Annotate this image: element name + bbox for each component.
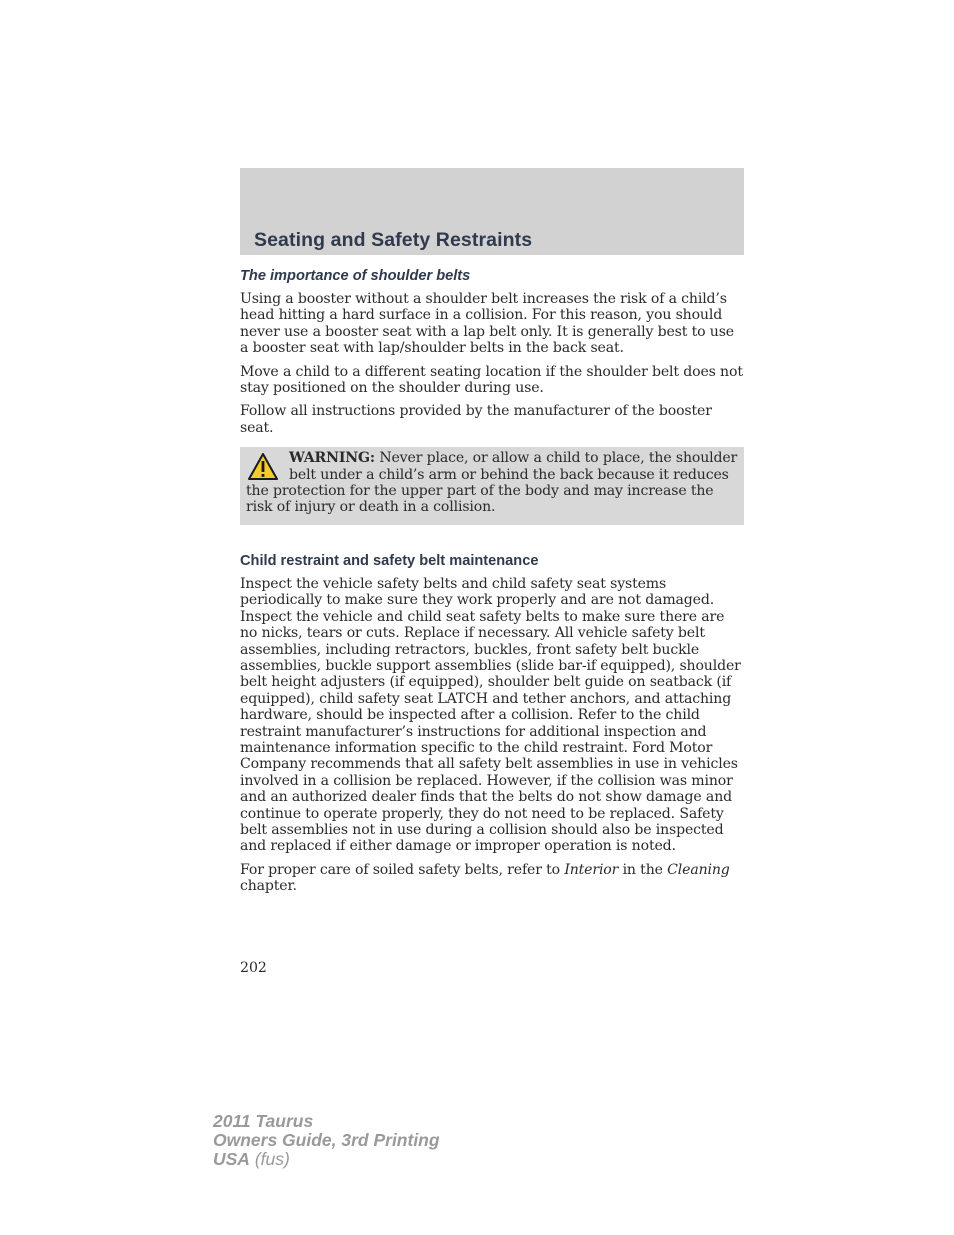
footer-guide: Owners Guide, 3rd Printing [213, 1130, 440, 1150]
footer-region-suffix: (fus) [249, 1149, 290, 1169]
care-middle: in the [618, 861, 668, 878]
paragraph-booster-risk: Using a booster without a shoulder belt increases the risk of a child’s head hitting a hard surface in a collision. For this reason, you should never use a booster seat with a lap belt only. It is generally best to use a booster seat with lap/shoulder belts in the back seat. [240, 291, 734, 357]
footer-region [213, 1150, 440, 1169]
maintenance-heading: Child restraint and safety belt maintenance [240, 552, 539, 569]
paragraph-move-child: Move a child to a different seating location if the shoulder belt does not stay positioned on the shoulder during use. [240, 363, 743, 397]
care-prefix: For proper care of soiled safety belts, refer to [240, 861, 565, 878]
section-title: Seating and Safety Restraints [254, 229, 533, 251]
paragraph-inspect-belts: Inspect the vehicle safety belts and child safety seat systems periodically to make sure they work properly and are not damaged. Inspect the vehicle and child seat safety belts to make sure there are no nicks, tears or cuts. Replace if necessary. All vehicle safety belt assemblies, including retractors, buckles, front safety belt buckle assemblies, buckle support assemblies (slide bar-if equipped), shoulder belt height adjusters (if equipped), shoulder belt guide on seatback (if equipped), child safety seat LATCH and tether anchors, and attaching hardware, should be inspected after a collision. Refer to the child restraint manufacturer’s instructions for additional inspection and maintenance information specific to the child restraint. Ford Motor Company recommends that all safety belt assemblies in use in vehicles involved in a collision be replaced. However, if the collision was minor and an authorized dealer finds that the belts do not show damage and continue to operate properly, they do not need to be replaced. Safety belt assemblies not in use during a collision should also be inspected and replaced if either damage or improper operation is noted. [240, 575, 741, 855]
interior-reference: Interior [564, 861, 619, 878]
cleaning-reference: Cleaning [667, 861, 730, 878]
page-content [240, 268, 744, 902]
page-number: 202 [240, 960, 267, 976]
footer [213, 1112, 440, 1169]
shoulder-belts-heading: The importance of shoulder belts [240, 268, 471, 284]
paragraph-care [240, 862, 744, 895]
warning-box [240, 447, 744, 525]
footer-model: 2011 Taurus [213, 1111, 314, 1131]
warning-triangle-icon [247, 452, 279, 482]
care-suffix: chapter. [240, 878, 297, 895]
warning-label: WARNING: [289, 450, 375, 467]
warning-text: Never place, or allow a child to place, the shoulder belt under a child’s arm or behind the back because it reduces the protection for the upper part of the body and may increase the risk of injury or death in a collision. [246, 450, 738, 516]
footer-region-code: USA [213, 1149, 250, 1169]
section-header-band [240, 168, 744, 255]
paragraph-follow-instructions: Follow all instructions provided by the manufacturer of the booster seat. [240, 403, 712, 436]
